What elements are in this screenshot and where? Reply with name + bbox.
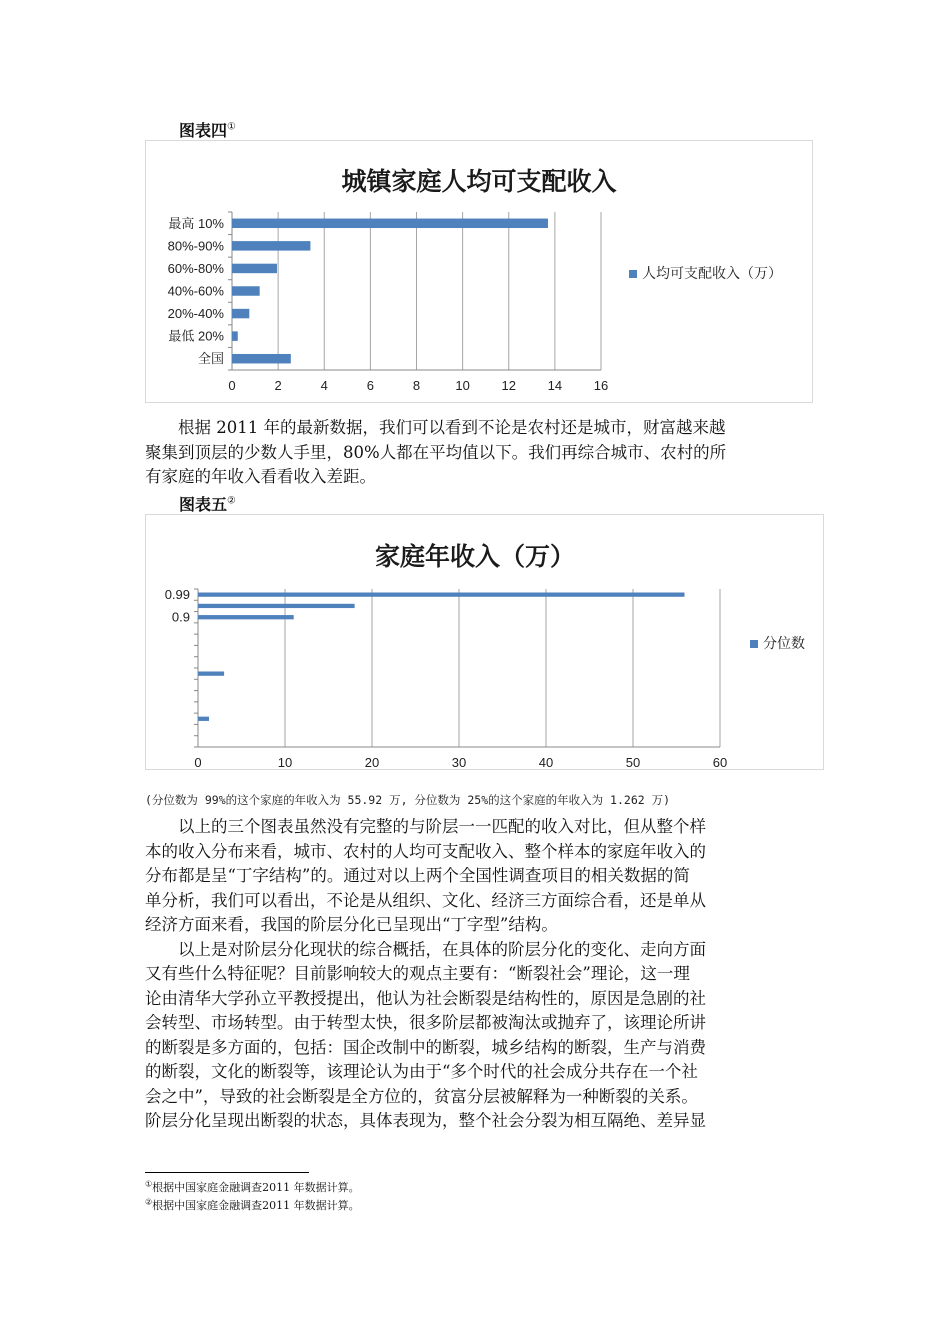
footnote-text: 根据中国家庭金融调查2011 年数据计算。 [152, 1181, 360, 1194]
body-line: 分布都是呈“丁字结构”的。通过对以上两个全国性调查项目的相关数据的简 [145, 866, 690, 885]
x-tick-label: 0 [228, 378, 236, 393]
chart5-frame [145, 514, 824, 770]
x-tick-label: 10 [277, 755, 293, 769]
legend-swatch [750, 640, 758, 648]
x-tick-label: 10 [455, 378, 470, 393]
bar [232, 309, 249, 318]
intro-line: 聚集到顶层的少数人手里，80%人都在平均值以下。我们再综合城市、农村的所 [145, 442, 727, 462]
chart5-household-income [146, 515, 823, 769]
footnote-separator [145, 1172, 309, 1173]
chart4-caption: 图表四① [179, 121, 236, 140]
body-line: 会转型、市场转型。由于转型太快，很多阶层都被淘汰或抛弃了，该理论所讲 [145, 1013, 706, 1032]
y-tick-label: 最低 20% [168, 328, 224, 344]
y-tick-label: 全国 [197, 351, 224, 367]
body-line: 的断裂是多方面的，包括：国企改制中的断裂，城乡结构的断裂，生产与消费 [145, 1037, 706, 1057]
body-line: 本的收入分布来看，城市、农村的人均可支配收入、整个样本的家庭年收入的 [145, 841, 706, 861]
footnote-2 [145, 1197, 360, 1213]
y-tick-label: 20%-40% [167, 306, 224, 322]
bar [198, 671, 224, 675]
y-tick-label: 60%-80% [167, 260, 224, 276]
footnote-mark: ① [145, 1179, 153, 1189]
x-tick-label: 8 [412, 378, 421, 393]
y-tick-label: 0.99 [164, 587, 190, 603]
x-tick-label: 14 [547, 378, 563, 393]
bar [198, 592, 685, 596]
y-tick-label: 80%-90% [167, 238, 224, 254]
chart4-frame [145, 140, 813, 403]
body-line: 经济方面来看，我国的阶层分化已呈现出“丁字型”结构。 [145, 915, 558, 934]
footnote-1 [145, 1179, 360, 1195]
bar [232, 219, 548, 228]
x-tick-label: 6 [366, 378, 374, 393]
x-tick-label: 50 [625, 755, 641, 769]
bar [232, 354, 291, 363]
chart5-note: (分位数为 99%的这个家庭的年收入为 55.92 万, 分位数为 25%的这个家庭的年收入为 1.262 万) [145, 793, 671, 807]
legend-swatch [629, 270, 637, 278]
x-tick-label: 0 [194, 755, 202, 769]
bar [198, 615, 294, 619]
legend-label: 人均可支配收入（万） [642, 265, 782, 281]
body-line: 以上是对阶层分化现状的综合概括，在具体的阶层分化的变化、走向方面 [145, 939, 706, 959]
x-tick-label: 20 [364, 755, 380, 769]
y-tick-label: 最高 10% [168, 215, 224, 231]
chart5-caption: 图表五② [179, 495, 236, 514]
y-tick-label: 40%-60% [167, 283, 224, 299]
body-line: 单分析，我们可以看出，不论是从组织、文化、经济三方面综合看，还是单从 [145, 890, 706, 910]
bar [232, 241, 310, 250]
chart4-footnote-ref: ① [227, 121, 236, 133]
footnote-text: 根据中国家庭金融调查2011 年数据计算。 [152, 1199, 360, 1212]
chart-title: 城镇家庭人均可支配收入 [341, 168, 617, 196]
bar [198, 604, 355, 608]
body-line: 会之中”，导致的社会断裂是全方位的，贫富分层被解释为一种断裂的关系。 [145, 1086, 698, 1106]
chart5-footnote-ref: ② [227, 495, 236, 507]
x-tick-label: 12 [501, 378, 516, 393]
legend-label: 分位数 [763, 635, 805, 651]
body-line: 的断裂，文化的断裂等，该理论认为由于“多个时代的社会成分共存在一个社 [145, 1062, 698, 1081]
body-line: 以上的三个图表虽然没有完整的与阶层一一匹配的收入对比，但从整个样 [145, 817, 706, 836]
body-text [145, 815, 805, 1134]
chart4-urban-income [146, 141, 812, 402]
x-tick-label: 16 [593, 378, 609, 393]
intro-paragraph [145, 416, 805, 490]
intro-line: 根据 2011 年的最新数据，我们可以看到不论是农村还是城市，财富越来越 [178, 418, 726, 437]
x-tick-label: 30 [451, 755, 467, 769]
body-line: 阶层分化呈现出断裂的状态，具体表现为，整个社会分裂为相互隔绝、差异显 [145, 1111, 706, 1130]
x-tick-label: 40 [538, 755, 554, 769]
x-tick-label: 4 [320, 378, 328, 393]
x-tick-label: 2 [274, 378, 282, 393]
chart-title: 家庭年收入（万） [374, 543, 576, 571]
x-tick-label: 60 [712, 755, 728, 769]
footnote-mark: ② [145, 1197, 153, 1207]
intro-line: 有家庭的年收入看看收入差距。 [145, 467, 376, 486]
body-line: 又有些什么特征呢？目前影响较大的观点主要有：“断裂社会”理论，这一理 [145, 964, 690, 983]
y-tick-label: 0.9 [171, 609, 190, 625]
bar [232, 286, 260, 295]
bar [232, 331, 238, 340]
bar [232, 264, 277, 273]
bar [198, 717, 209, 721]
body-line: 论由清华大学孙立平教授提出，他认为社会断裂是结构性的，原因是急剧的社 [145, 988, 706, 1008]
